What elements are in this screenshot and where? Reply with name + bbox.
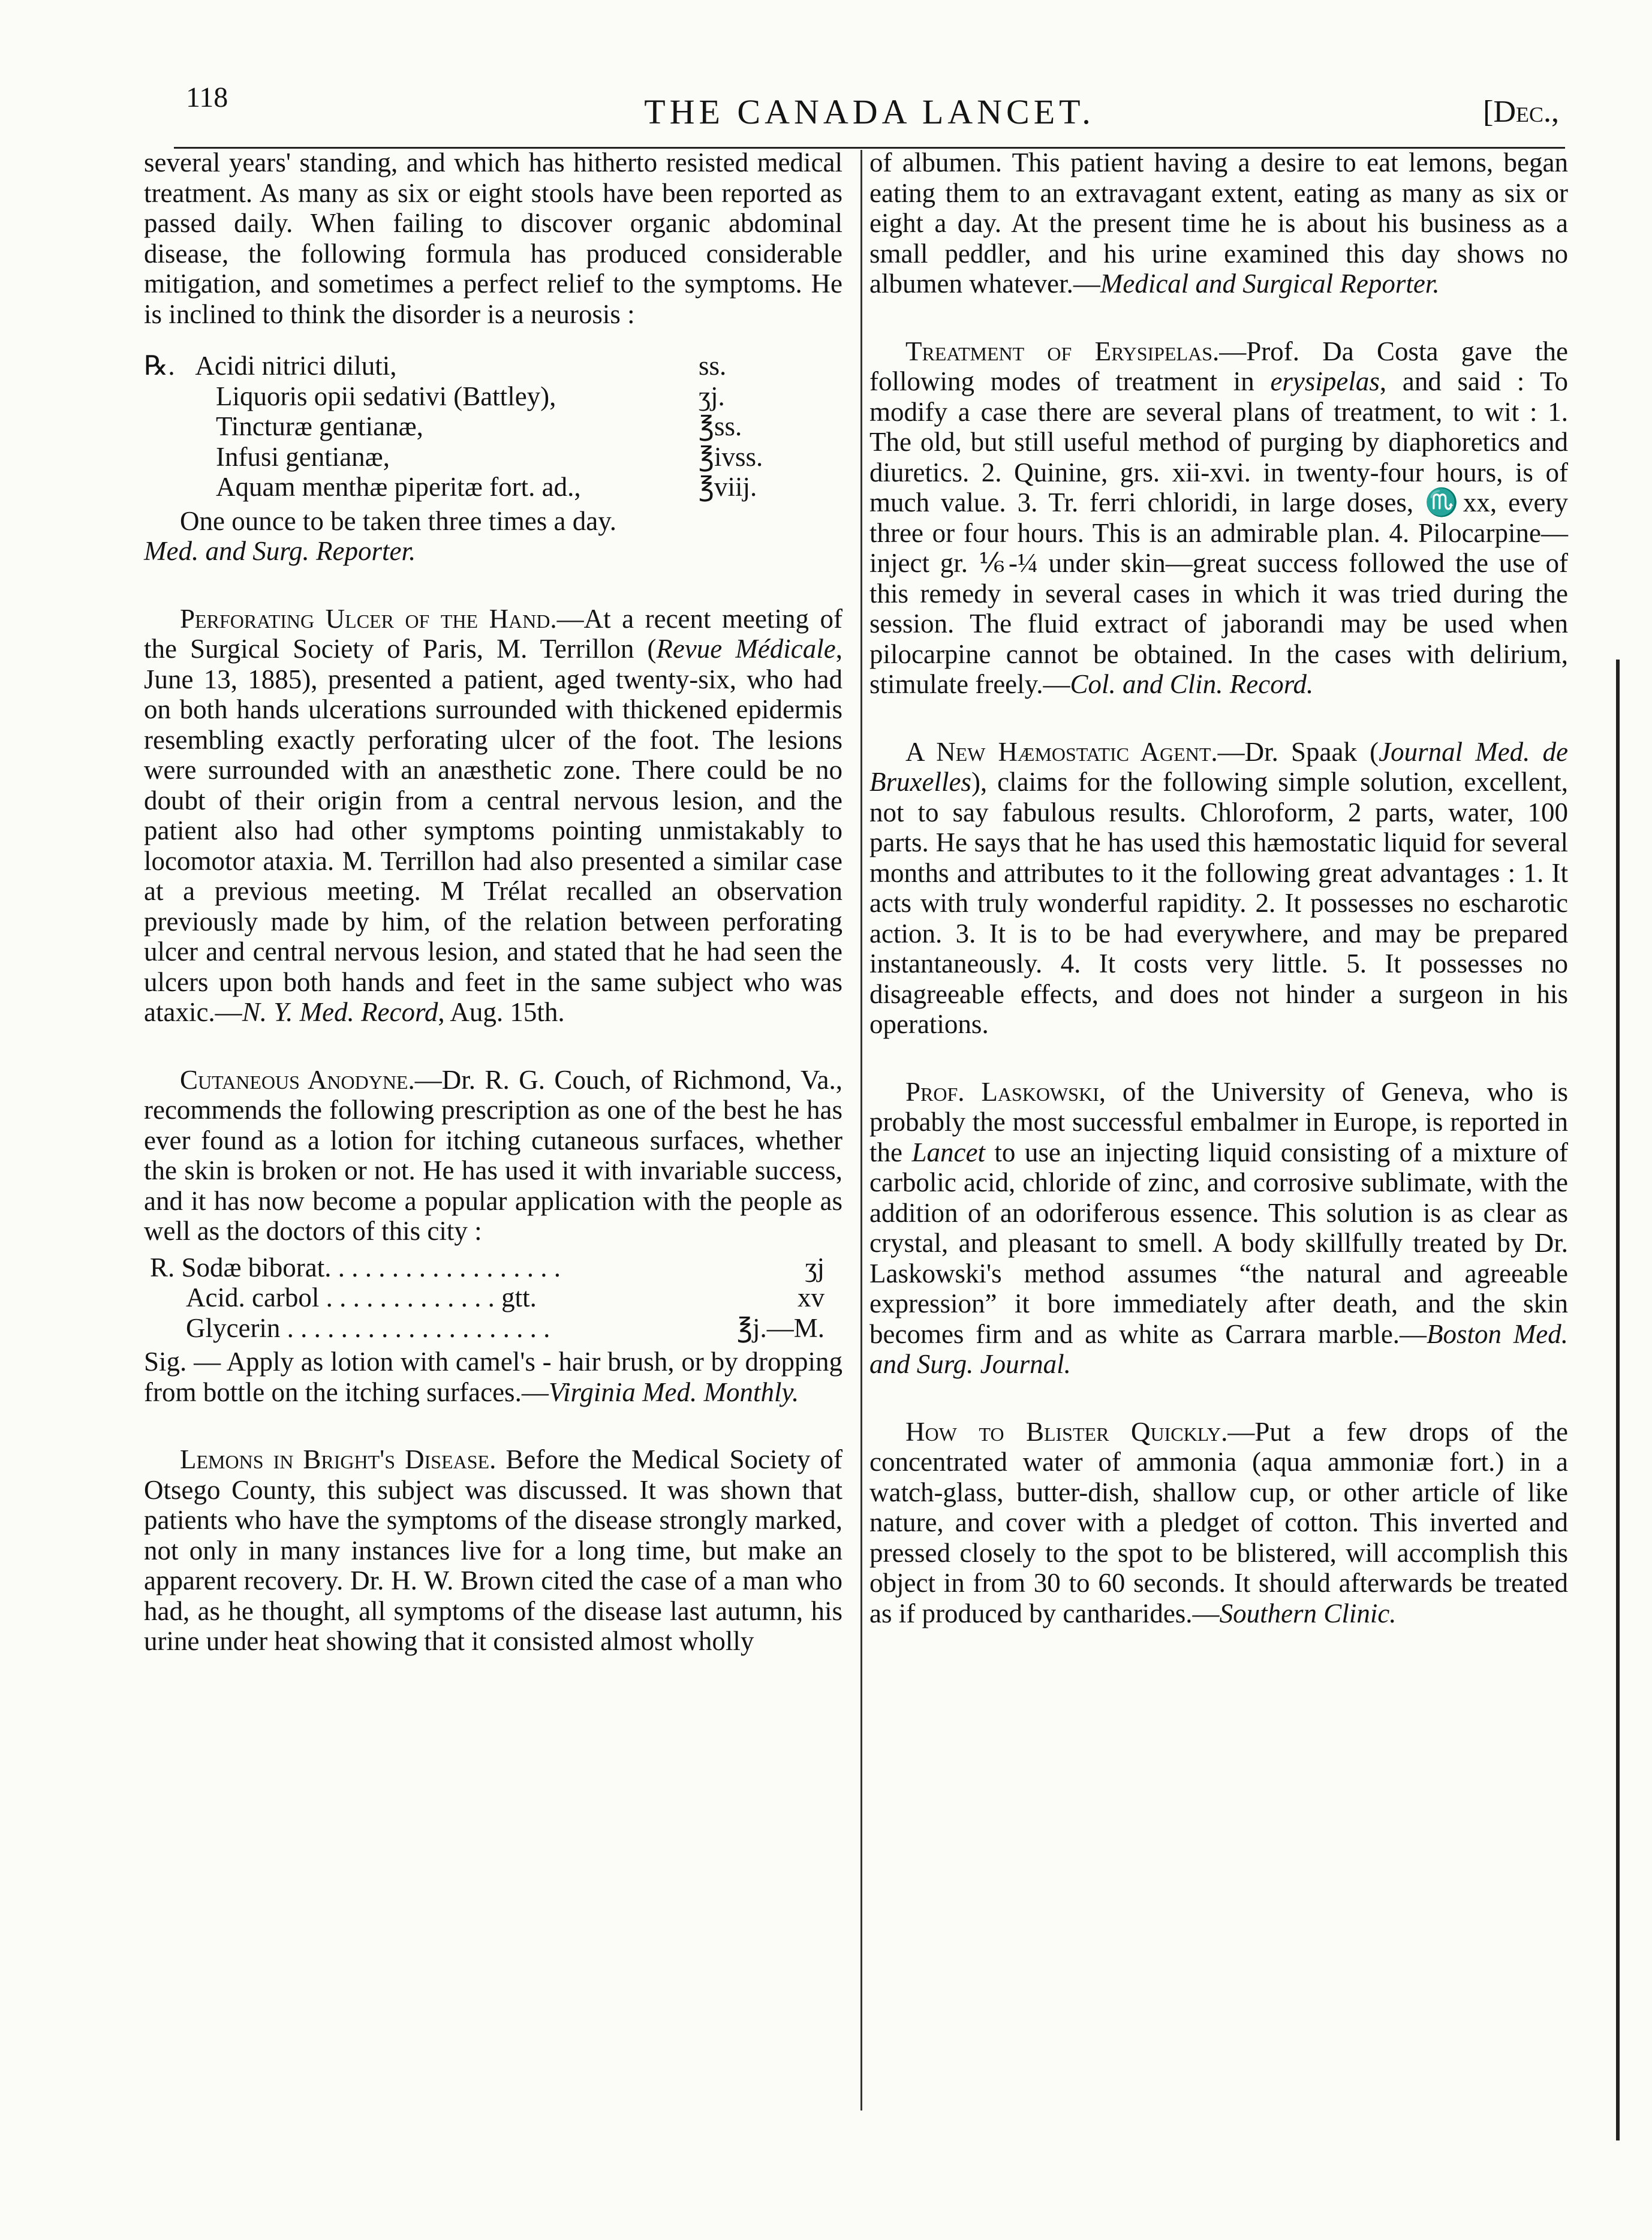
article-perforating-ulcer: Perforating Ulcer of the Hand.—At a recent meeting of the Surgical Society of Paris, M. Terrillon (Revue Médicale, June 13, 1885), presented a patient, aged twenty-six, who had on both hands ulcerations surrounded with thickened epidermis resembling exactly perforating ulcer of the foot. The lesions were surrounded with an anæsthetic zone. There could be no doubt of their origin from a central nervous lesion, and the patient also had other symptoms pointing unmistakably to locomotor ataxia. M. Terrillon had also presented a similar case at a previous meeting. M Trélat recalled an observation previously made by him, of the relation between perforating ulcer and central nervous lesion, and stated that he had seen the ulcers upon both hands and feet in the same subject who was ataxic.—N. Y. Med. Record, Aug. 15th. (144, 603, 842, 1027)
rx-amount: ℥j.—M. (736, 1312, 825, 1343)
journal-title: THE CANADA LANCET. (644, 92, 1095, 131)
prescription-2 (144, 1253, 842, 1344)
rx-ingredient: R. Sodæ biborat. . . . . . . . . . . . . . . . . . (150, 1252, 561, 1282)
month-label: [Dec., (1483, 95, 1559, 129)
rx-ingredient: Infusi gentianæ, (216, 441, 390, 472)
rx-amount: ℥ivss. (699, 441, 763, 472)
rx-ingredient: Aquam menthæ piperitæ fort. ad., (216, 472, 581, 502)
article-source: Southern Clinic. (1219, 1598, 1397, 1628)
rx-amount: ʒj. (699, 381, 725, 411)
article-source: Boston Med. and Surg. Journal. (869, 1318, 1568, 1379)
article-heading: Perforating Ulcer of the Hand. (180, 603, 557, 634)
rx-directions: One ounce to be taken three times a day. (180, 505, 617, 536)
article-heading: Cutaneous Anodyne. (180, 1064, 415, 1095)
continued-paragraph: several years' standing, and which has hitherto resisted medical treatment. As many as six or eight stools have been reported as passed daily. When failing to discover organic abdominal disease, the following formula has produced considerable mitigation, and sometimes a perfect relief to the symptoms. He is inclined to think the disorder is a neurosis : (144, 147, 842, 329)
article-heading: Treatment of Erysipelas. (905, 336, 1220, 366)
rx-amount: ʒj (805, 1252, 825, 1282)
rx-amount: ℥ss. (699, 411, 742, 441)
article-lemons-brights: Lemons in Bright's Disease. Before the Medical Society of Otsego County, this subject was discussed. It was shown that patients who have the symptoms of the disease strongly marked, not only in many instances live for a long time, but make an apparent recovery. Dr. H. W. Brown cited the case of a man who had, as he thought, all symptoms of the disease last autumn, his urine under heat showing that it consisted almost wholly (144, 1444, 842, 1656)
prescription-line (144, 442, 842, 472)
article-source: Medical and Surgical Reporter. (1100, 269, 1440, 299)
article-cutaneous-anodyne: Cutaneous Anodyne.—Dr. R. G. Couch, of Richmond, Va., recommends the following prescription as one of the best he has ever found as a lotion for itching cutaneous surfaces, whether the skin is broken or not. He has used it with invariable success, and it has now become a popular application with the people as well as the doctors of this city : (144, 1064, 842, 1246)
rx-amount: ℥viij. (699, 472, 757, 502)
article-source: Col. and Clin. Record. (1070, 669, 1314, 699)
rx-source: Med. and Surg. Reporter. (144, 536, 416, 566)
prescription-line (144, 1313, 842, 1344)
continued-paragraph: of albumen. This patient having a desire to eat lemons, began eating them to an extravagant extent, eating as many as six or eight a day. At the present time he is about his business as a small peddler, and his urine examined this day shows no albumen whatever.—Medical and Surgical Reporter. (869, 147, 1568, 299)
rx-ingredient: Glycerin . . . . . . . . . . . . . . . . . . . . (186, 1312, 550, 1343)
rx-ingredient: Acid. carbol . . . . . . . . . . . . . gtt. (186, 1282, 537, 1312)
column-divider (860, 150, 862, 2110)
running-header (174, 81, 1565, 149)
page-number: 118 (186, 82, 228, 113)
article-heading: How to Blister Quickly. (905, 1416, 1228, 1447)
article-erysipelas: Treatment of Erysipelas.—Prof. Da Costa gave the following modes of treatment in erysipelas, and said : To modify a case there are several plans of treatment, to wit : 1. The old, but still useful method of purging by diaphoretics and diuretics. 2. Quinine, grs. xii-xvi. in twenty-four hours, is of much value. 3. Tr. ferri chloridi, in large doses, ♏xx, every three or four hours. This is an admirable plan. 4. Pilocarpine—inject gr. ⅙-¼ under skin—great success followed the use of this remedy in several cases in which it was tried during the session. The fluid extract of jaborandi may be used when pilocarpine cannot be obtained. In the cases with delirium, stimulate freely.—Col. and Clin. Record. (869, 336, 1568, 699)
left-column (144, 147, 842, 1657)
prescription-line (144, 351, 842, 381)
rx-sig: Sig. — Apply as lotion with camel's - hair brush, or by dropping from bottle on the itching surfaces.—Virginia Med. Monthly. (144, 1347, 842, 1407)
rx-amount: ss. (699, 351, 727, 381)
rx-amount: xv (798, 1282, 825, 1312)
article-heading: A New Hæmostatic Agent. (905, 736, 1218, 767)
article-source: Virginia Med. Monthly. (548, 1377, 799, 1407)
page-edge-shadow (1616, 660, 1620, 2140)
article-laskowski: Prof. Laskowski, of the University of Geneva, who is probably the most successful embalmer in Europe, is reported in the Lancet to use an injecting liquid consisting of a mixture of carbolic acid, chloride of zinc, and corrosive sublimate, with the addition of an odoriferous essence. This solution is as clear as crystal, and pleasant to smell. A body skillfully treated by Dr. Laskowski's method assumes “the natural and agreeable expression” it bore immediately after death, and the skin becomes firm and as white as Carrara marble.—Boston Med. and Surg. Journal. (869, 1076, 1568, 1379)
right-column (869, 147, 1568, 1628)
rx-ingredient: Acidi nitrici diluti, (195, 351, 397, 381)
article-haemostatic-agent: A New Hæmostatic Agent.—Dr. Spaak (Journal Med. de Bruxelles), claims for the following simple solution, excellent, not to say fabulous results. Chloroform, 2 parts, water, 100 parts. He says that he has used this hæmostatic liquid for several months and attributes to it the following great advantages : 1. It acts with truly wonderful rapidity. 2. It possesses no escharotic action. 3. It is to be had everywhere, and may be prepared instantaneously. 4. It costs very little. 5. It possesses no disagreeable effects, and does not hinder a surgeon in his operations. (869, 736, 1569, 1039)
article-heading: Prof. Laskowski, (905, 1076, 1106, 1107)
rx-ingredient: Liquoris opii sedativi (Battley), (216, 381, 556, 411)
rx-ingredient: Tincturæ gentianæ, (216, 411, 423, 441)
rx-symbol: ℞. (144, 351, 175, 381)
prescription-line (144, 381, 842, 412)
prescription-line (144, 472, 842, 502)
article-heading: Lemons in Bright's Disease. (180, 1444, 496, 1474)
prescription-line (144, 1253, 842, 1283)
prescription-line (144, 1282, 842, 1313)
prescription-line (144, 411, 842, 442)
article-source: N. Y. Med. Record (242, 997, 438, 1027)
article-blister-quickly: How to Blister Quickly.—Put a few drops of the concentrated water of ammonia (aqua ammoniæ fort.) in a watch-glass, butter-dish, shallow cup, or other article of like nature, and cover with a pledget of cotton. This inverted and pressed closely to the spot to be blistered, will accomplish this object in from 30 to 60 seconds. It should afterwards be treated as if produced by cantharides.—Southern Clinic. (869, 1416, 1569, 1628)
prescription-1 (144, 351, 842, 502)
